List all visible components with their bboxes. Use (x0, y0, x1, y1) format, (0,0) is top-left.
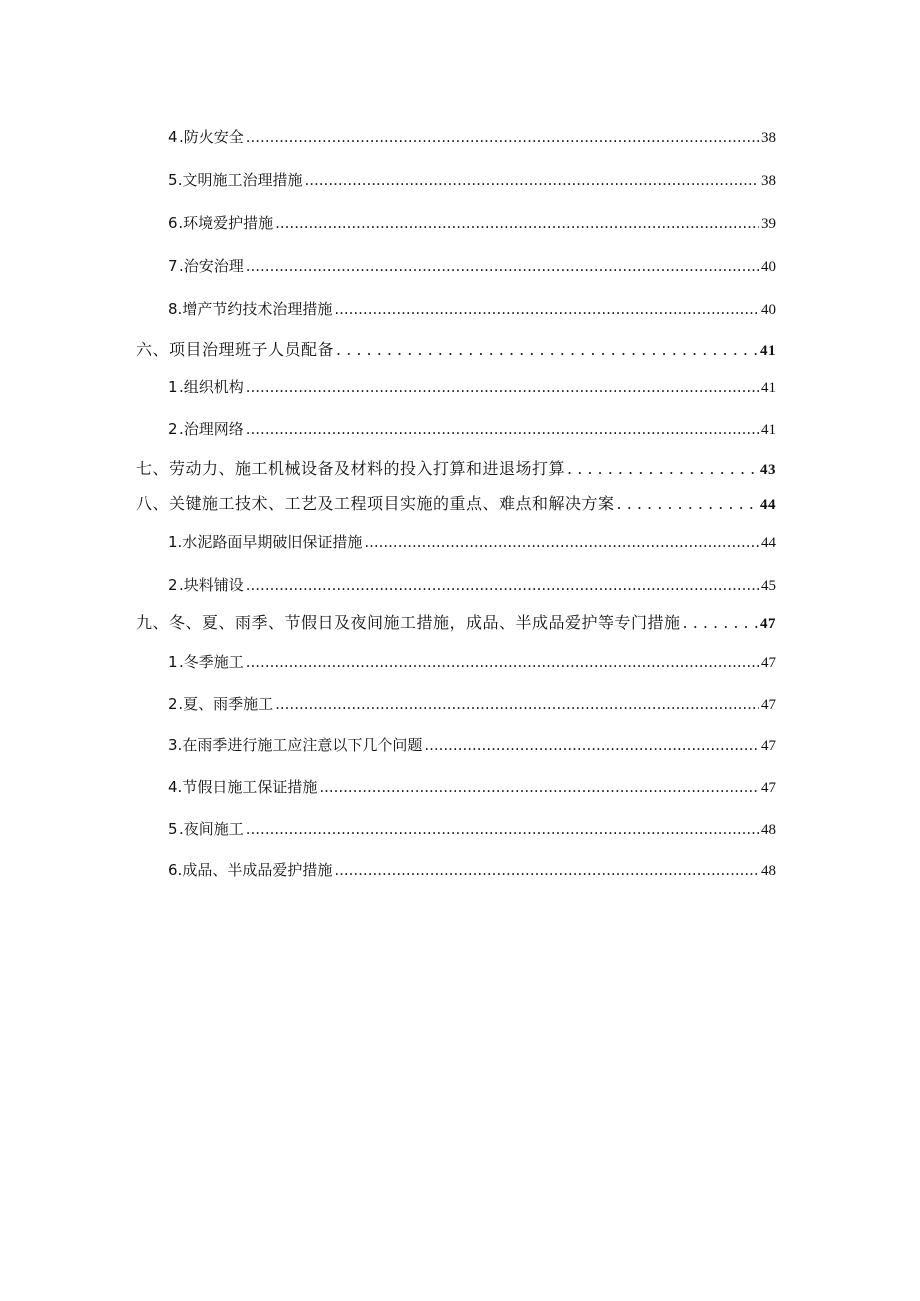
toc-entry-number: 4 (168, 778, 178, 796)
toc-entry-number: 6 (168, 861, 178, 879)
toc-entry-number: 1 (168, 653, 178, 671)
dot-leader (567, 459, 758, 478)
toc-chapter[interactable] (136, 610, 776, 633)
toc-entry[interactable] (168, 818, 776, 839)
toc-entry-number: 8 (168, 300, 178, 318)
toc-entry-number: 2 (168, 695, 178, 713)
toc-entry-number: 2 (168, 576, 178, 594)
toc-entry-title: .文明施工治理措施 (177, 171, 303, 189)
toc-entry[interactable] (168, 418, 776, 439)
dot-leader (246, 420, 759, 438)
toc-entry[interactable] (168, 212, 776, 233)
toc-entry-number: 1 (168, 378, 178, 396)
dot-leader (246, 257, 759, 275)
toc-entry-number: 5 (168, 171, 178, 189)
dot-leader (683, 613, 758, 632)
toc-entry-number: 6 (168, 214, 178, 232)
toc-entry[interactable] (168, 531, 776, 552)
toc-entry[interactable] (168, 693, 776, 714)
dot-leader (246, 576, 759, 594)
toc-entry-page: 48 (761, 863, 776, 879)
toc-chapter-title: 八、关键施工技术、工艺及工程项目实施的重点、难点和解决方案 (136, 494, 615, 513)
toc-chapter-page: 44 (760, 497, 776, 513)
dot-leader (275, 695, 759, 713)
dot-leader (364, 533, 759, 551)
toc-entry[interactable] (168, 651, 776, 672)
dot-leader (424, 736, 759, 754)
dot-leader (246, 128, 759, 146)
toc-entry[interactable] (168, 859, 776, 880)
toc-entry-page: 44 (761, 535, 776, 551)
toc-entry[interactable] (168, 776, 776, 797)
toc-entry-page: 45 (761, 578, 776, 594)
toc-entry-number: 2 (168, 420, 178, 438)
dot-leader (246, 378, 759, 396)
dot-leader (336, 340, 758, 359)
toc-entry-page: 40 (761, 302, 776, 318)
toc-chapter-title: 六、项目治理班子人员配备 (136, 340, 335, 359)
toc-entry[interactable] (168, 574, 776, 595)
toc-entry-title: .成品、半成品爱护措施 (177, 861, 333, 879)
toc-chapter-page: 41 (760, 343, 776, 359)
toc-entry-title: .冬季施工 (178, 653, 244, 671)
toc-entry-page: 41 (761, 422, 776, 438)
toc-entry-page: 48 (761, 822, 776, 838)
toc-entry-page: 40 (761, 259, 776, 275)
toc-chapter-title: 七、劳动力、施工机械设备及材料的投入打算和进退场打算 (136, 459, 566, 478)
toc-entry-number: 4 (168, 128, 178, 146)
toc-entry[interactable] (168, 298, 776, 319)
toc-entry-page: 47 (761, 780, 776, 796)
dot-leader (246, 820, 759, 838)
toc-entry-page: 47 (761, 738, 776, 754)
toc-entry-title: .夜间施工 (178, 820, 244, 838)
toc-entry[interactable] (168, 255, 776, 276)
toc-entry-title: .环境爱护措施 (178, 214, 274, 232)
toc-entry-title: .防火安全 (178, 128, 244, 146)
dot-leader (334, 861, 759, 879)
toc-entry[interactable] (168, 734, 776, 755)
toc-chapter[interactable] (136, 337, 776, 360)
toc-entry-number: 1 (168, 533, 178, 551)
toc-entry-title: .节假日施工保证措施 (177, 778, 318, 796)
toc-entry[interactable] (168, 169, 776, 190)
toc-chapter-page: 47 (760, 616, 776, 632)
toc-entry-page: 47 (761, 697, 776, 713)
toc-entry-title: .组织机构 (178, 378, 244, 396)
toc-entry-page: 47 (761, 655, 776, 671)
toc-entry-page: 39 (761, 216, 776, 232)
toc-chapter[interactable] (136, 456, 776, 479)
toc-entry-page: 38 (761, 173, 776, 189)
dot-leader (319, 778, 759, 796)
toc-chapter[interactable] (136, 491, 776, 514)
toc-entry[interactable] (168, 376, 776, 397)
toc-entry-title: .块料铺设 (178, 576, 244, 594)
toc-entry-number: 3 (168, 736, 178, 754)
toc-entry-title: .在雨季进行施工应注意以下几个问题 (177, 736, 423, 754)
dot-leader (246, 653, 759, 671)
dot-leader (617, 494, 758, 513)
toc-chapter-title: 九、冬、夏、雨季、节假日及夜间施工措施，成品、半成品爱护等专门措施 (136, 613, 681, 632)
dot-leader (275, 214, 759, 232)
toc-entry-number: 7 (168, 257, 178, 275)
toc-entry-title: .水泥路面早期破旧保证措施 (177, 533, 363, 551)
toc-entry-number: 5 (168, 820, 178, 838)
toc-entry-page: 38 (761, 130, 776, 146)
toc-entry-page: 41 (761, 380, 776, 396)
toc-chapter-page: 43 (760, 462, 776, 478)
dot-leader (334, 300, 759, 318)
toc-entry-title: .夏、雨季施工 (178, 695, 274, 713)
toc-entry-title: .增产节约技术治理措施 (177, 300, 333, 318)
toc-entry-title: .治安治理 (178, 257, 244, 275)
dot-leader (304, 171, 759, 189)
toc-entry-title: .治理网络 (178, 420, 244, 438)
toc-entry[interactable] (168, 126, 776, 147)
